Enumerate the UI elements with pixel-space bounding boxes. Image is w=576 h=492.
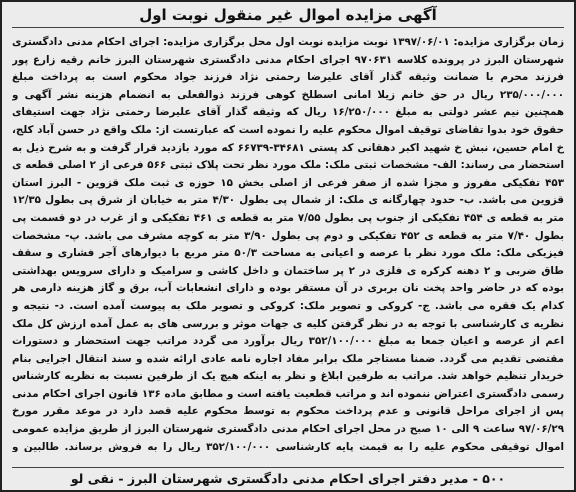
notice-body: زمان برگزاری مزایده: ۱۳۹۷/۰۶/۰۱ نوبت مزایده نوبت اول محل برگزاری مزایده: اجرای احکام مدنی دادگستری شهرستان البرز در پرونده کلاسه ۹۷۰۶۳۱ اجرای احکام مدنی دادگستری شهرستان البرز خانم رقیه زارع پور فرزند محرم با ضمانت وثیقه گذار آقای علیرضا رحمتی نژاد فرزند جواد محکوم است به پرداخت مبلغ ۲۳۵/۰۰۰/۰۰۰ ریال در حق خانم زیلا امانی اسطلخ کوهی فرزند ذوالفعلی به انضمام هزینه نشر آگهی و همچنین نیم عشر دولتی به مبلغ ۱۶/۲۵۰/۰۰۰ ریال که وثیقه گذار آقای علیرضا رحمتی نژاد جهت استیفای حقوق خود بدوا تقاضای توقیف اموال محکوم علیه را نموده است که عبارتست از: ملک واقع در حسن آباد کلج، خ امام حسین، نبش خ شهید اکبر دهقانی کد پستی ۳۴۶۸۱-۶۶۷۳۹ که مورد بازدید قرار گرفت و به شرح ذیل به استحضار می رساند: الف- مشخصات ثبتی ملک: ملک مورد نظر تحت پلاک ثبتی ۵۶۶ فرعی از ۲ اصلی قطعه ی ۴۵۳ تفکیکی مفروز و مجزا شده از صفر فرعی از اصلی بخش ۱۵ حوزه ی ثبت ملک قزوین - البرز استان قزوین می باشد. ب- حدود چهارگانه ی ملک: از شمال پی بطول ۴/۳۰ متر به خیابان از شرق پی بطول ۱۲/۳۵ متر به قطعه ی ۴۵۴ تفکیکی از جنوب پی بطول ۷/۵۵ متر به قطعه ی ۴۶۱ تفکیکی و از غرب در دو قسمت پی بطول ۷/۴۰ متر به قطعه ی ۴۵۲ تفکیکی و دوم پی بطول ۳/۹۰ متر به کوچه مشرف می باشد. پ- مشخصات فیزیکی ملک: ملک مورد نظر با عرصه و اعیانی به مساحت ۵۰/۳ متر مربع با دیوارهای آجر فشاری و سقف طاق ضربی و ۲ دهنه کرکره ی فلزی در ۲ پر ساختمان و داخل کاشی و سرامیک و دارای سرویس بهداشتی بوده که در حاضر واحد پخت نان بربری در آن مستقر بوده و دارای انشعابات آب، برق و گاز هزینه دارمی هر کدام یک فقره می باشد. ج- کروکی و تصویر ملک: کروکی و تصویر ملک به پیوست آمده است. د- نتیجه و نظریه ی کارشناسی با توجه به در نظر گرفتن کلیه ی جهات موثر و بررسی های به عمل آمده ارزش کل ملک اعم از عرصه و اعیان جمعا به مبلغ ۳۵۲/۱۰۰/۰۰۰ ریال برآورد می گردد مراتب جهت استحضار و دستورات مقتضی تقدیم می گردد. ضمنا مستاجر ملک برابر مفاد اجاره نامه عادی ارائه شده و سند انتقال اجرایی بنام خریدار تنظیم خواهد شد. مراتب به طرفین ابلاغ و نظر به اینکه هیچ یک از طرفین نسبت به نظریه کارشناس رسمی دادگستری اعتراض ننموده اند و مراتب قطعیت یافته است و مطابق ماده ۱۳۶ قانون اجرای احکام مدنی پس از اجرای مراحل قانونی و عدم پرداخت محکوم به توسط محکوم علیه قصد دارد در موعد مقرر مورخ ۹۷/۰۶/۲۹ ساعت ۹ الی ۱۰ صبح در محل اجرای احکام مدنی دادگستری شهرستان البرز از طریق مزایده عمومی اموال توقیفی محکوم علیه را به قیمت پایه کارشناسی ۳۵۲/۱۰۰/۰۰۰ ریال را به فروش برساند. طالبین و (12, 36, 564, 452)
notice-footer: ۵۰۰ - مدیر دفتر اجرای احکام مدنی دادگستری شهرستان البرز - نقی لو (12, 467, 564, 486)
notice-title: آگهی مزایده اموال غیر منقول نوبت اول (12, 6, 564, 28)
